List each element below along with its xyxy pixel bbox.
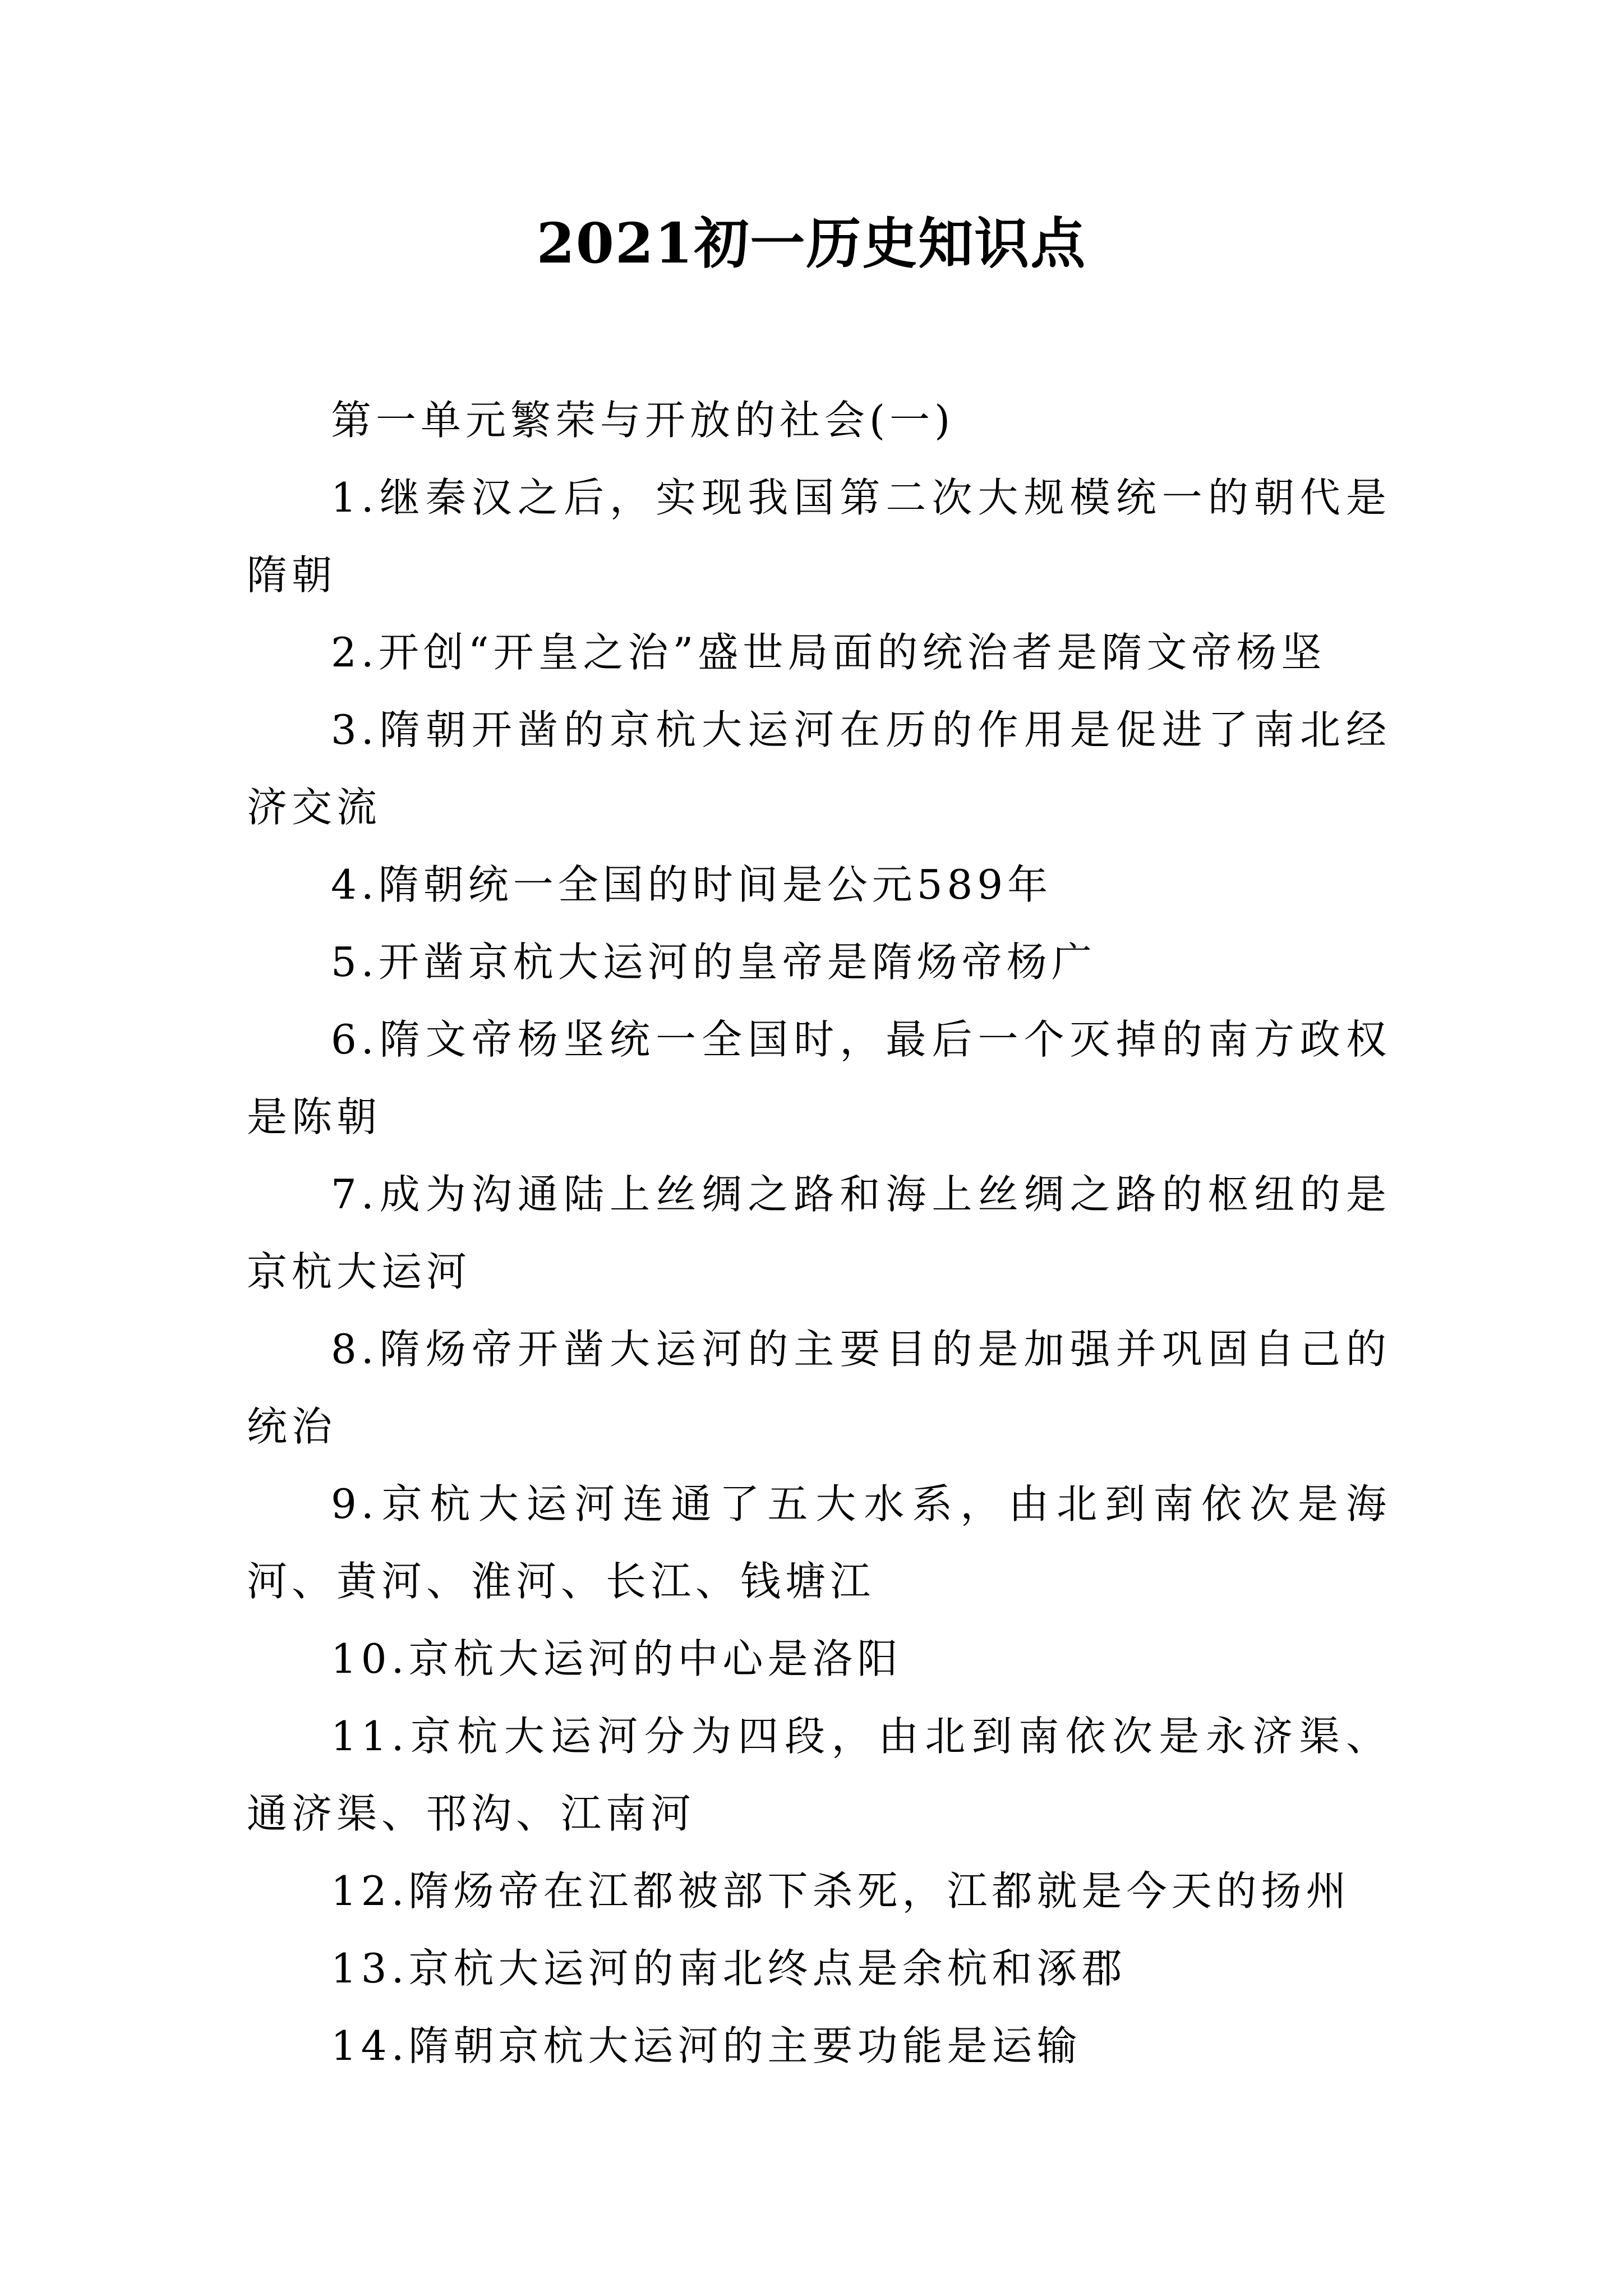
list-item: 4.隋朝统一全国的时间是公元589年 [331, 861, 1053, 908]
list-item: 13.京杭大运河的南北终点是余杭和涿郡 [331, 1945, 1127, 1992]
list-item: 11.京杭大运河分为四段，由北到南依次是永济渠、通济渠、邗沟、江南河 [247, 1713, 1391, 1837]
list-item: 14.隋朝京杭大运河的主要功能是运输 [331, 2022, 1082, 2069]
section-heading: 第一单元繁荣与开放的社会(一) [331, 397, 955, 444]
list-item: 3.隋朝开凿的京杭大运河在历的作用是促进了南北经济交流 [247, 706, 1391, 831]
list-item: 7.成为沟通陆上丝绸之路和海上丝绸之路的枢纽的是京杭大运河 [247, 1171, 1391, 1295]
list-item: 9.京杭大运河连通了五大水系，由北到南依次是海河、黄河、淮河、长江、钱塘江 [247, 1480, 1391, 1605]
list-item: 12.隋炀帝在江都被部下杀死，江都就是今天的扬州 [331, 1867, 1351, 1915]
list-item: 8.隋炀帝开凿大运河的主要目的是加强并巩固自己的统治 [247, 1326, 1391, 1450]
list-item: 5.开凿京杭大运河的皇帝是隋炀帝杨广 [331, 938, 1096, 986]
list-item: 1.继秦汉之后，实现我国第二次大规模统一的朝代是隋朝 [247, 474, 1391, 599]
document-body [247, 381, 1391, 2085]
list-item: 6.隋文帝杨坚统一全国时，最后一个灭掉的南方政权是陈朝 [247, 1016, 1391, 1140]
document-title: 2021初一历史知识点 [536, 211, 1087, 276]
list-item: 2.开创“开皇之治”盛世局面的统治者是隋文帝杨坚 [331, 629, 1326, 676]
list-item: 10.京杭大运河的中心是洛阳 [331, 1635, 902, 1682]
